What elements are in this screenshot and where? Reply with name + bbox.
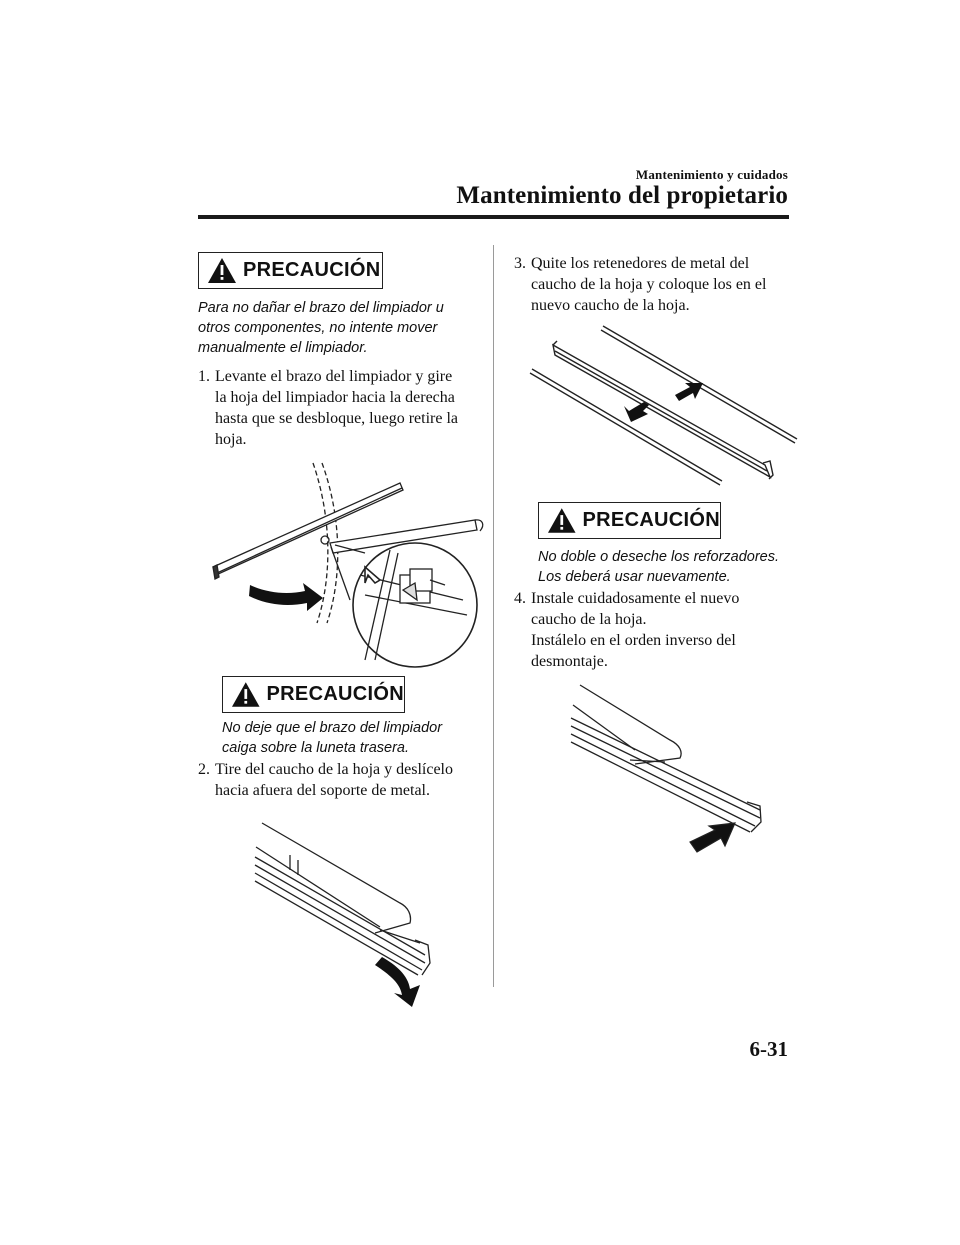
warning-icon <box>547 507 577 534</box>
step-1: 1. Levante el brazo del limpiador y gire la hoja del limpiador hacia la derecha hasta que se desbloque, luego retire la hoja. <box>198 368 459 448</box>
step-number: 4. <box>514 590 526 607</box>
section-label: Mantenimiento y cuidados <box>635 167 788 182</box>
caution-box-1 <box>198 252 383 289</box>
warning-icon <box>207 257 237 284</box>
column-divider <box>493 245 494 987</box>
rubber-removal-illustration <box>250 815 445 1010</box>
rubber-install-illustration <box>565 680 775 860</box>
caution-text-3: No doble o deseche los reforzadores. Los deberá usar nuevamente. <box>538 549 780 585</box>
caution-box-3 <box>538 502 721 539</box>
step-number: 2. <box>198 761 210 778</box>
wiper-arm-illustration <box>205 455 490 670</box>
page-number: 6-31 <box>749 1037 788 1061</box>
page-title: Mantenimiento del propietario <box>456 182 788 209</box>
step-number: 3. <box>514 255 526 272</box>
caution-text-2: No deje que el brazo del limpiador caiga sobre la luneta trasera. <box>222 720 443 756</box>
caution-label: PRECAUCIÓN <box>243 259 381 281</box>
caution-text-1: Para no dañar el brazo del limpiador u otros componentes, no intente mover manualmente el limpiador. <box>198 300 444 356</box>
warning-icon <box>231 681 261 708</box>
caution-box-2 <box>222 676 405 713</box>
metal-retainers-illustration <box>525 325 800 490</box>
header-rule <box>198 215 789 219</box>
caution-label: PRECAUCIÓN <box>582 509 720 531</box>
step-number: 1. <box>198 368 210 385</box>
step-2: 2. Tire del caucho de la hoja y deslícelo hacia afuera del soporte de metal. <box>198 761 453 799</box>
caution-label: PRECAUCIÓN <box>266 683 404 705</box>
step-4: 4. Instale cuidadosamente el nuevo caucho de la hoja. Instálelo en el orden inverso del desmontaje. <box>514 590 740 670</box>
step-3: 3. Quite los retenedores de metal del caucho de la hoja y coloque los en el nuevo caucho de la hoja. <box>514 255 767 314</box>
